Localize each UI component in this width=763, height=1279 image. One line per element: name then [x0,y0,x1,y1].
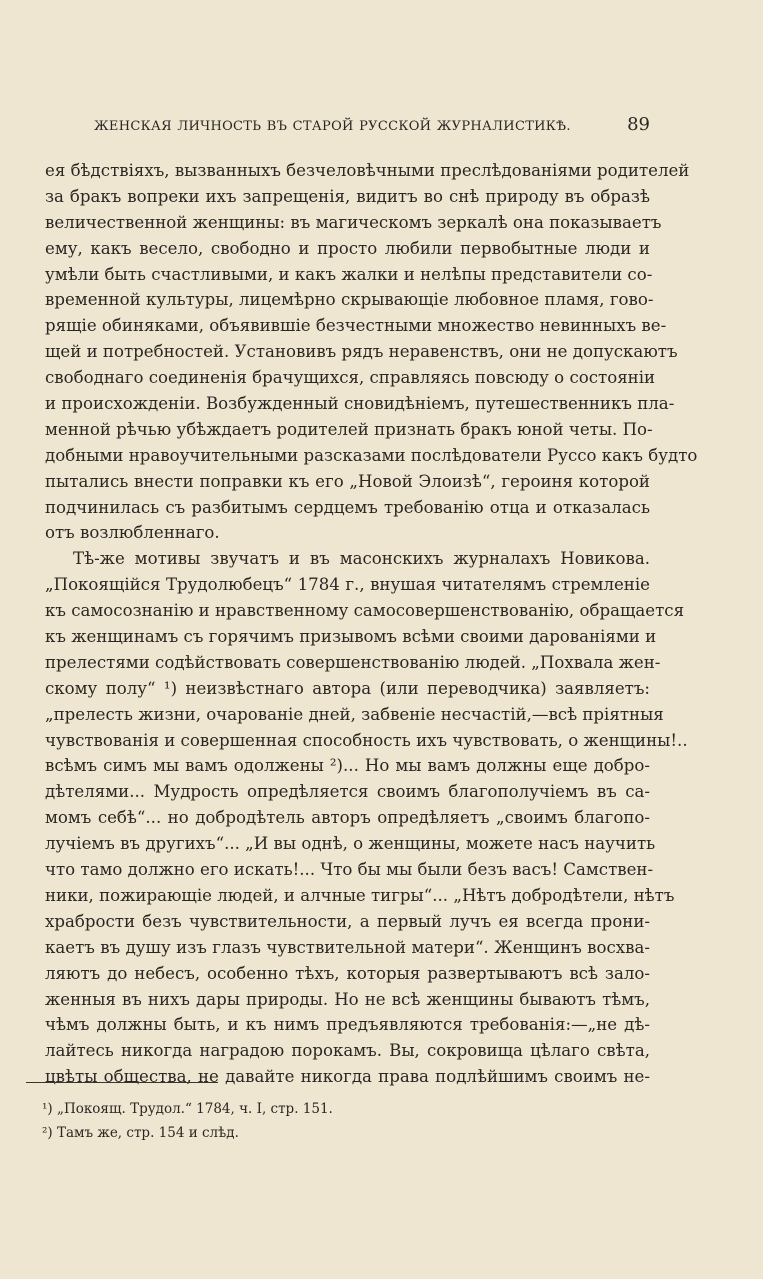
text-line: лучіемъ въ другихъ“... „И вы однѣ, о женщины, можете насъ научить [45,834,656,854]
text-line: ея бѣдствіяхъ, вызванныхъ безчеловѣчными преслѣдованіями родителей [45,161,690,180]
text-line: что тамо должно его искать!... Что бы мы были безъ васъ! Самствен- [45,860,654,880]
text-line: ники, пожирающіе людей, и алчные тигры“... „Нѣтъ добродѣтели, нѣтъ [45,885,675,905]
body-text [45,158,698,1090]
running-title: ЖЕНСКАЯ ЛИЧНОСТЬ ВЪ СТАРОЙ РУССКОЙ ЖУРНАЛИСТИКѢ. [94,119,571,134]
text-line: женныя въ нихъ дары природы. Но не всѣ женщины бываютъ тѣмъ, [45,989,650,1009]
text-line: момъ себѣ“... но добродѣтель авторъ опредѣляетъ „своимъ благопо- [45,808,650,828]
text-line: за бракъ вопреки ихъ запрещенія, видитъ во снѣ природу въ образѣ [45,186,650,206]
footnotes [42,1097,602,1145]
text-line: „Покоящійся Трудолюбецъ“ 1784 г., внушая читателямъ стремленіе [45,575,650,595]
text-line: къ женщинамъ съ горячимъ призывомъ всѣми своими дарованіями и [45,627,657,647]
page-number: 89 [627,114,650,135]
text-line: ему, какъ весело, свободно и просто любили первобытные люди и [45,238,650,258]
footnote-1: ¹) „Покоящ. Трудол.“ 1784, ч. I, стр. 151. [42,1101,333,1117]
footnote-divider [26,1082,218,1083]
text-line: дѣтелями... Мудрость опредѣляется своимъ благополучіемъ въ са- [45,782,650,802]
text-line: прелестями содѣйствовать совершенствованію людей. „Похвала жен- [45,652,661,672]
text-line: цвѣты общества, не давайте никогда права подлѣйшимъ своимъ не- [45,1067,650,1087]
text-line: отъ возлюбленнаго. [45,523,220,543]
text-line: „прелесть жизни, очарованіе дней, забвеніе несчастій,—всѣ пріятныя [45,704,664,724]
text-line: ляютъ до небесъ, особенно тѣхъ, которыя развертываютъ всѣ зало- [45,963,650,983]
text-line: каетъ въ душу изъ глазъ чувствительной матери“. Женщинъ восхва- [45,937,650,957]
text-line: величественной женщины: въ магическомъ зеркалѣ она показываетъ [45,212,662,232]
text-line: Тѣ-же мотивы звучатъ и въ масонскихъ журналахъ Новикова. [73,549,650,569]
text-line: и происхожденіи. Возбужденный сновидѣніемъ, путешественникъ пла- [45,394,675,414]
text-line: щей и потребностей. Установивъ рядъ неравенствъ, они не допускаютъ [45,342,678,362]
text-line: храбрости безъ чувствительности, а первый лучъ ея всегда прони- [45,911,650,931]
footnote-2: ²) Тамъ же, стр. 154 и слѣд. [42,1125,239,1141]
text-line: временной культуры, лицемѣрно скрывающіе любовное пламя, гово- [45,290,654,310]
page-header [94,114,650,142]
text-line: добными нравоучительными разсказами послѣдователи Руссо какъ будто [45,445,698,465]
text-line: менной рѣчью убѣждаетъ родителей признать бракъ юной четы. По- [45,419,653,439]
text-line: подчинилась съ разбитымъ сердцемъ требованію отца и отказалась [45,497,650,517]
text-line: свободнаго соединенія брачущихся, справляясь повсюду о состояніи [45,368,656,388]
text-line: скому полу“ ¹) неизвѣстнаго автора (или переводчика) заявляетъ: [45,678,650,698]
text-line: пытались внести поправки къ его „Новой Элоизѣ“, героиня которой [45,471,650,491]
text-line: лайтесь никогда наградою порокамъ. Вы, сокровища цѣлаго свѣта, [45,1041,650,1061]
text-line: умѣли быть счастливыми, и какъ жалки и нелѣпы представители со- [45,264,653,284]
text-line: чѣмъ должны быть, и къ нимъ предъявляются требованія:—„не дѣ- [45,1015,650,1035]
text-line: рящіе обиняками, объявившіе безчестными множество невинныхъ ве- [45,316,667,336]
text-line: чувствованія и совершенная способность ихъ чувствовать, о женщины!.. [45,730,688,750]
text-line: всѣмъ симъ мы вамъ одолжены ²)... Но мы вамъ должны еще добро- [45,756,650,776]
text-line: къ самосознанію и нравственному самосовершенствованію, обращается [45,601,685,621]
